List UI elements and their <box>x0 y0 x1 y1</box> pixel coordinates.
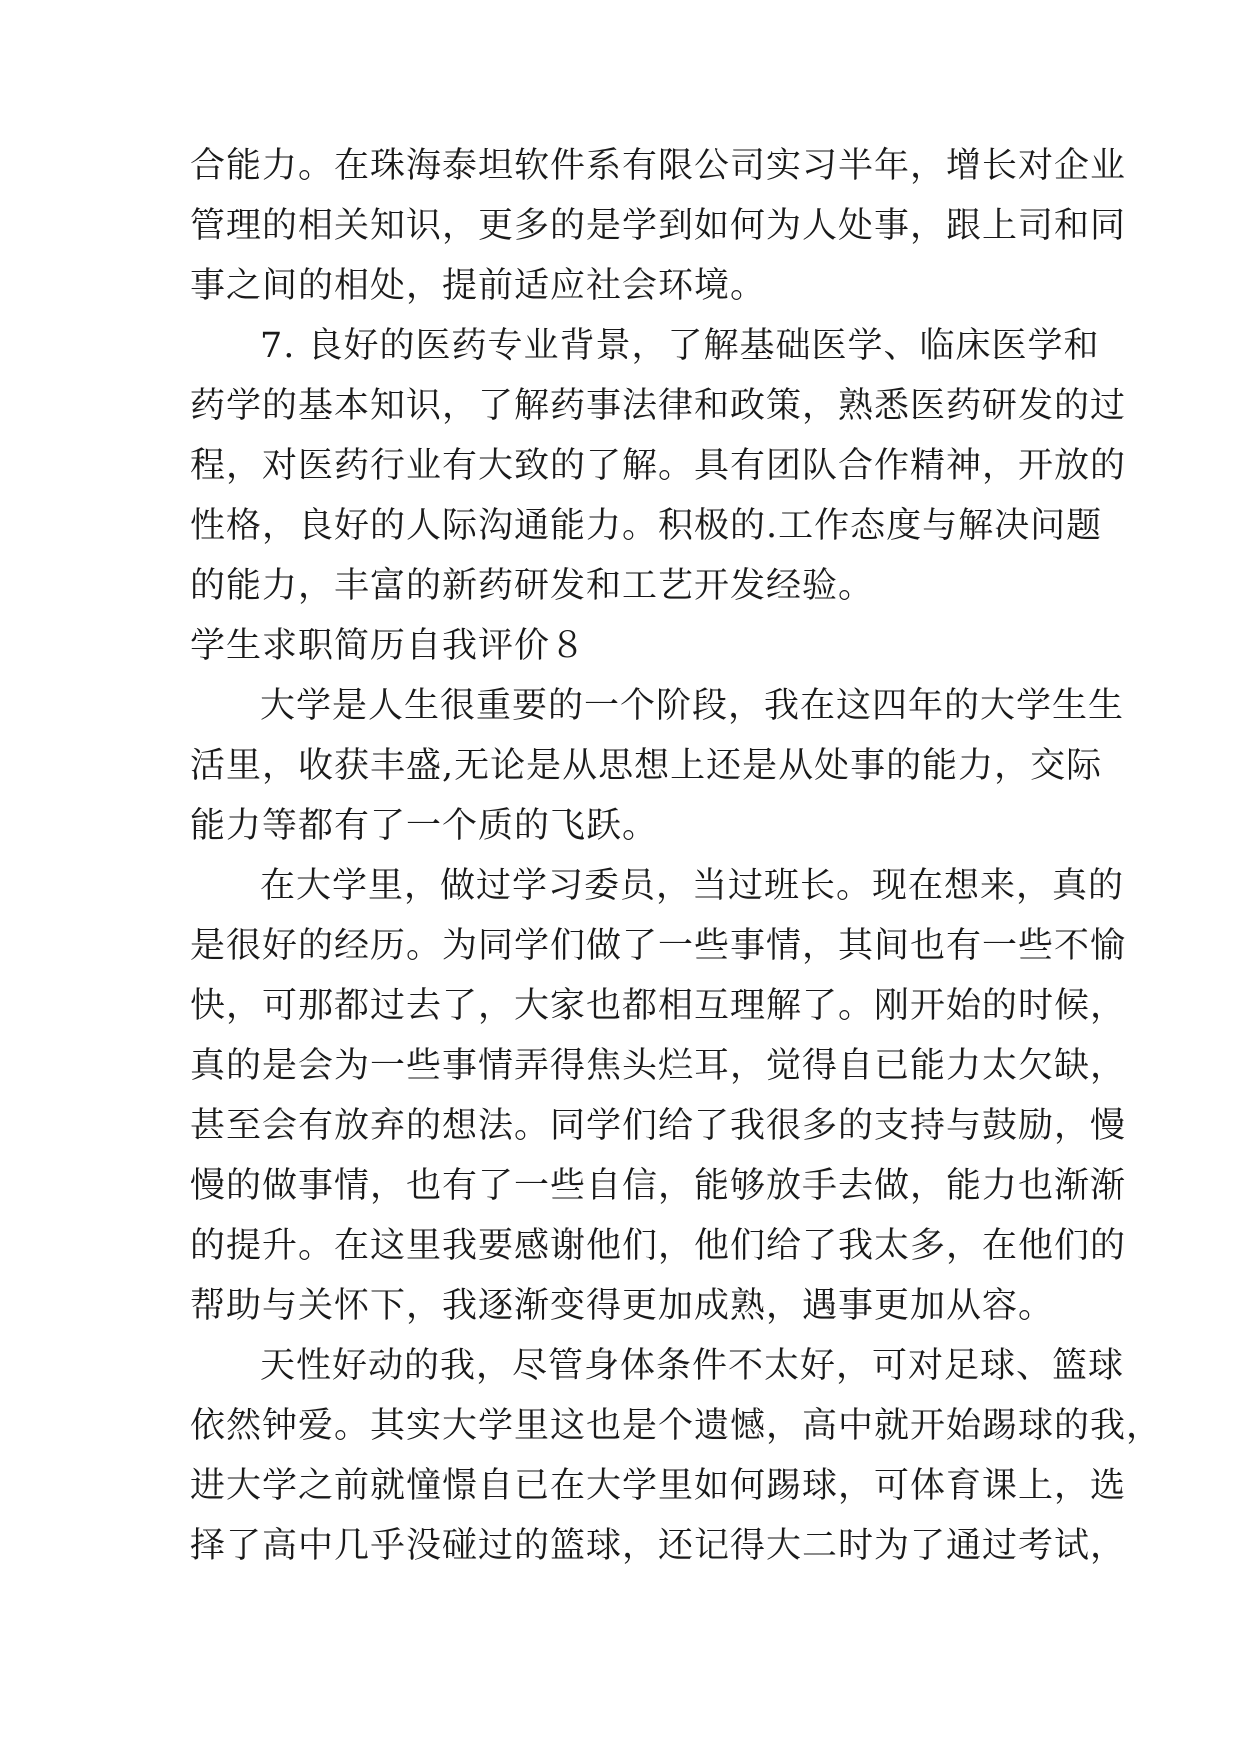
paragraph-line: 大学是人生很重要的一个阶段，我在这四年的大学生生 <box>260 686 1125 726</box>
paragraph-line: 进大学之前就憧憬自已在大学里如何踢球，可体育课上，选 <box>190 1466 1127 1506</box>
paragraph-line: 是很好的经历。为同学们做了一些事情，其间也有一些不愉 <box>190 926 1127 966</box>
paragraph-line: 甚至会有放弃的想法。同学们给了我很多的支持与鼓励，慢 <box>190 1106 1127 1146</box>
paragraph-line: 程，对医药行业有大致的了解。具有团队合作精神，开放的 <box>190 446 1127 486</box>
paragraph-line: 真的是会为一些事情弄得焦头烂耳，觉得自已能力太欠缺， <box>190 1046 1127 1086</box>
paragraph-line: 药学的基本知识，了解药事法律和政策，熟悉医药研发的过 <box>190 386 1127 426</box>
paragraph-line: 能力等都有了一个质的飞跃。 <box>190 806 659 846</box>
paragraph-line: 活里，收获丰盛,无论是从思想上还是从处事的能力，交际 <box>190 746 1103 786</box>
paragraph-line: 在大学里，做过学习委员，当过班长。现在想来，真的 <box>260 866 1125 906</box>
paragraph-line: 管理的相关知识，更多的是学到如何为人处事，跟上司和同 <box>190 206 1127 246</box>
paragraph-line: 性格，良好的人际沟通能力。积极的.工作态度与解决问题 <box>190 506 1103 546</box>
paragraph-line: 慢的做事情，也有了一些自信，能够放手去做，能力也渐渐 <box>190 1166 1127 1206</box>
paragraph-line: 天性好动的我，尽管身体条件不太好，可对足球、篮球 <box>260 1346 1125 1386</box>
paragraph-line: 的提升。在这里我要感谢他们，他们给了我太多，在他们的 <box>190 1226 1127 1266</box>
paragraph-line: 依然钟爱。其实大学里这也是个遗憾，高中就开始踢球的我， <box>190 1406 1163 1446</box>
paragraph-line: 7. 良好的医药专业背景，了解基础医学、临床医学和 <box>260 326 1100 366</box>
paragraph-line: 合能力。在珠海泰坦软件系有限公司实习半年，增长对企业 <box>190 146 1127 186</box>
paragraph-line: 快，可那都过去了，大家也都相互理解了。刚开始的时候， <box>190 986 1127 1026</box>
paragraph-line: 帮助与关怀下，我逐渐变得更加成熟，遇事更加从容。 <box>190 1286 1055 1326</box>
paragraph-line: 择了高中几乎没碰过的篮球，还记得大二时为了通过考试， <box>190 1526 1127 1566</box>
paragraph-line: 的能力，丰富的新药研发和工艺开发经验。 <box>190 566 875 606</box>
paragraph-line: 事之间的相处，提前适应社会环境。 <box>190 266 767 306</box>
section-heading: 学生求职简历自我评价８ <box>190 626 587 666</box>
